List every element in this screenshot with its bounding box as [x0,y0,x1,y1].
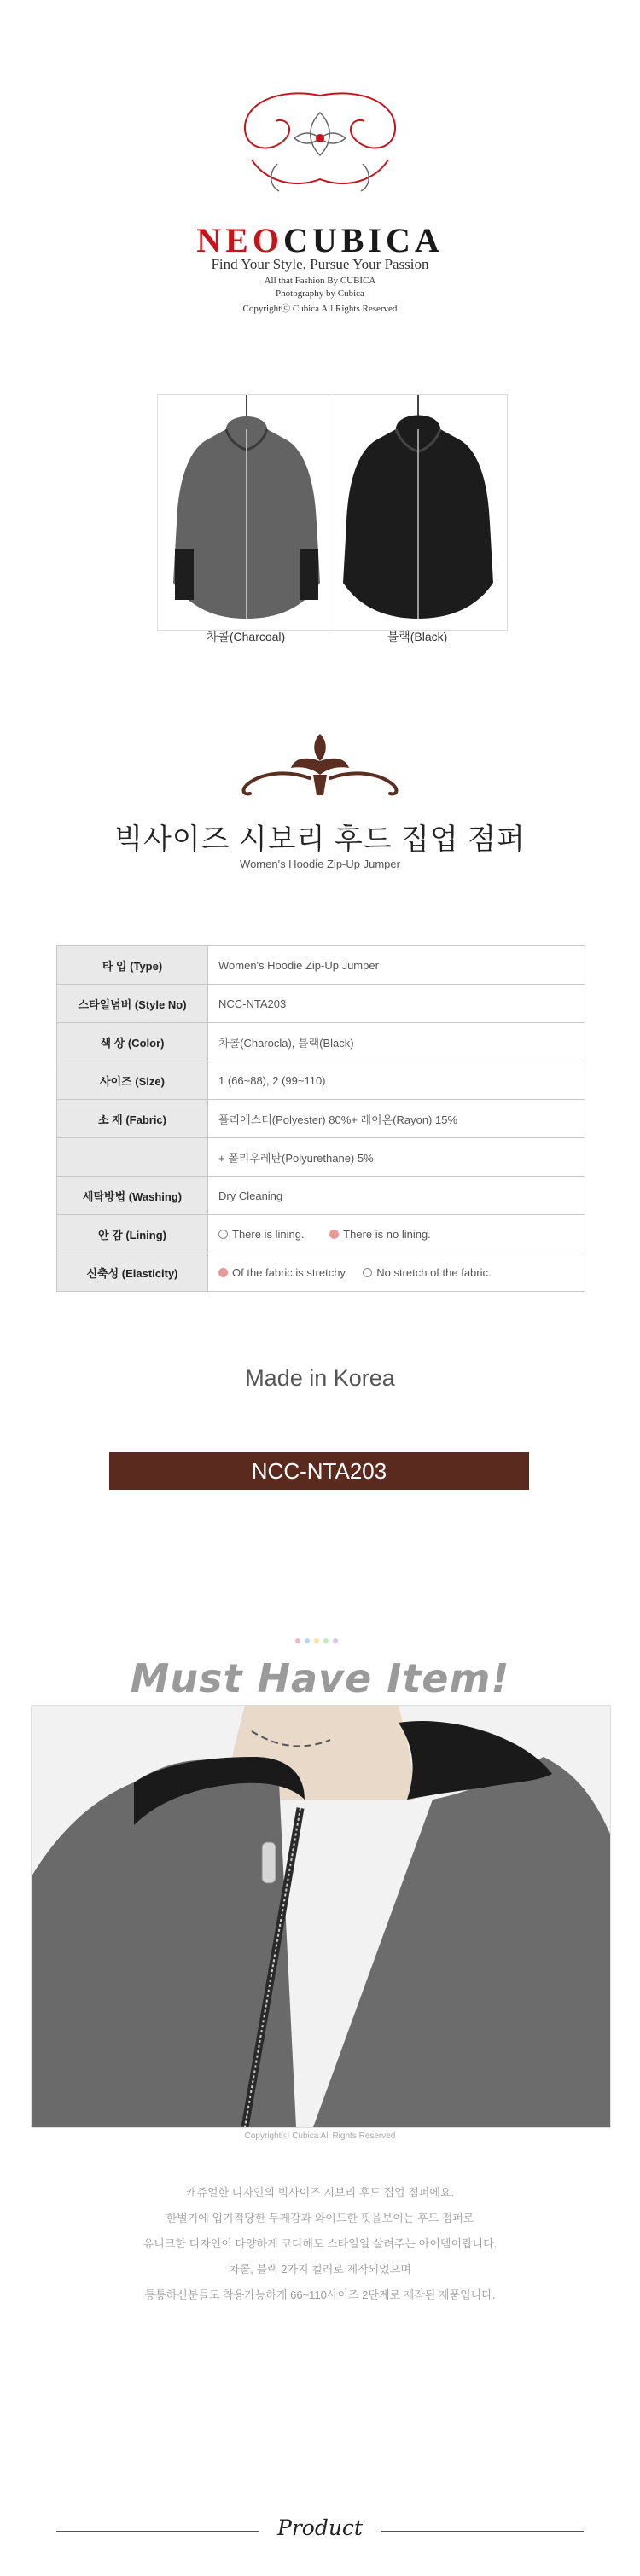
spec-header: 스타일넘버 (Style No) [57,985,208,1023]
elasticity-option-none [363,1266,491,1279]
photo-copyright: Copyrightⓒ Cubica All Rights Reserved [244,2131,396,2141]
hoodie-detail-image [32,1706,610,2127]
decorative-dots [294,1637,346,1645]
title-ornament [235,730,405,797]
description-line: 유니크한 디자인이 다양하게 코디해도 스타일일 살려주는 아이템이랍니다. [143,2237,497,2250]
brand-line-1: All that Fashion By CUBICA [264,276,376,286]
section-title-product: Product [277,2515,363,2540]
spec-value: Women's Hoodie Zip-Up Jumper [208,946,585,985]
spec-header: 세탁방법 (Washing) [57,1177,208,1215]
spec-row-fabric [57,1100,585,1138]
detail-photo [31,1705,611,2128]
color-swatch-black[interactable] [329,394,508,631]
must-have-heading: Must Have Item! [130,1655,510,1701]
lining-option-no-label: There is no lining. [343,1227,431,1241]
product-description [0,2180,640,2308]
spec-row-size [57,1061,585,1100]
elasticity-option-none-label: No stretch of the fabric. [376,1265,492,1279]
radio-on-icon [329,1230,339,1239]
spec-row-washing [57,1177,585,1215]
spec-value: NCC-NTA203 [208,985,585,1023]
logo-neo: NEO [196,221,283,259]
radio-off-icon [218,1230,228,1239]
lining-option-yes-label: There is lining. [232,1227,305,1241]
product-subtitle: Women's Hoodie Zip-Up Jumper [240,858,400,870]
charcoal-jacket-image [158,395,335,630]
spec-header: 타 입 (Type) [57,946,208,985]
spec-value: Dry Cleaning [208,1177,585,1215]
spec-value [208,1215,585,1253]
color-label-charcoal: 차콜(Charcoal) [206,630,286,643]
spec-value: + 폴리우레탄(Polyurethane) 5% [208,1138,585,1177]
logo-cubica: CUBICA [282,221,444,259]
spec-header: 신축성 (Elasticity) [57,1253,208,1292]
spec-table [56,945,585,1292]
spec-header: 사이즈 (Size) [57,1061,208,1100]
spec-value: 폴리에스터(Polyester) 80%+ 레이온(Rayon) 15% [208,1100,585,1138]
spec-header: 소 재 (Fabric) [57,1100,208,1138]
spec-row-style [57,985,585,1023]
brand-copyright: Copyrightⓒ Cubica All Rights Reserved [242,304,398,314]
black-jacket-image [329,395,507,630]
brand-line-2: Photography by Cubica [276,288,364,299]
brand-logo [0,220,640,260]
color-label-black: 블랙(Black) [387,630,448,643]
spec-value: 차콜(Charocla), 블랙(Black) [208,1023,585,1061]
spec-row-type [57,946,585,985]
radio-off-icon [363,1268,372,1277]
lining-option-yes [218,1228,305,1241]
description-line: 캐쥬얼한 디자인의 빅사이즈 시보리 후드 집업 점퍼에요. [185,2186,455,2199]
elasticity-option-stretchy-label: Of the fabric is stretchy. [232,1265,348,1279]
description-line: 통통하신분들도 착용가능하게 66~110사이즈 2단계로 제작된 제품입니다. [144,2288,496,2301]
spec-value [208,1253,585,1292]
product-title: 빅사이즈 시보리 후드 집업 점퍼 [114,823,526,856]
style-code-bar: NCC-NTA203 [109,1452,529,1490]
spec-header: 안 감 (Lining) [57,1215,208,1253]
spec-row-color [57,1023,585,1061]
spec-header [57,1138,208,1177]
lining-option-no [329,1228,431,1241]
color-swatch-charcoal[interactable] [157,394,336,631]
spec-row-elasticity [57,1253,585,1292]
spec-value: 1 (66~88), 2 (99~110) [208,1061,585,1100]
spec-header: 색 상 (Color) [57,1023,208,1061]
elasticity-option-stretchy [218,1266,348,1279]
description-line: 한벌기에 입기적당한 두께감과 와이드한 핏을보이는 후드 점퍼로 [166,2212,474,2224]
spec-row-fabric-cont [57,1138,585,1177]
brand-tagline: Find Your Style, Pursue Your Passion [211,256,429,272]
description-line: 차콜, 블랙 2가지 컬러로 제작되었으며 [229,2263,411,2276]
made-in-label: Made in Korea [245,1365,395,1391]
ornament-logo [226,79,414,206]
radio-on-icon [218,1268,228,1277]
spec-row-lining [57,1215,585,1253]
